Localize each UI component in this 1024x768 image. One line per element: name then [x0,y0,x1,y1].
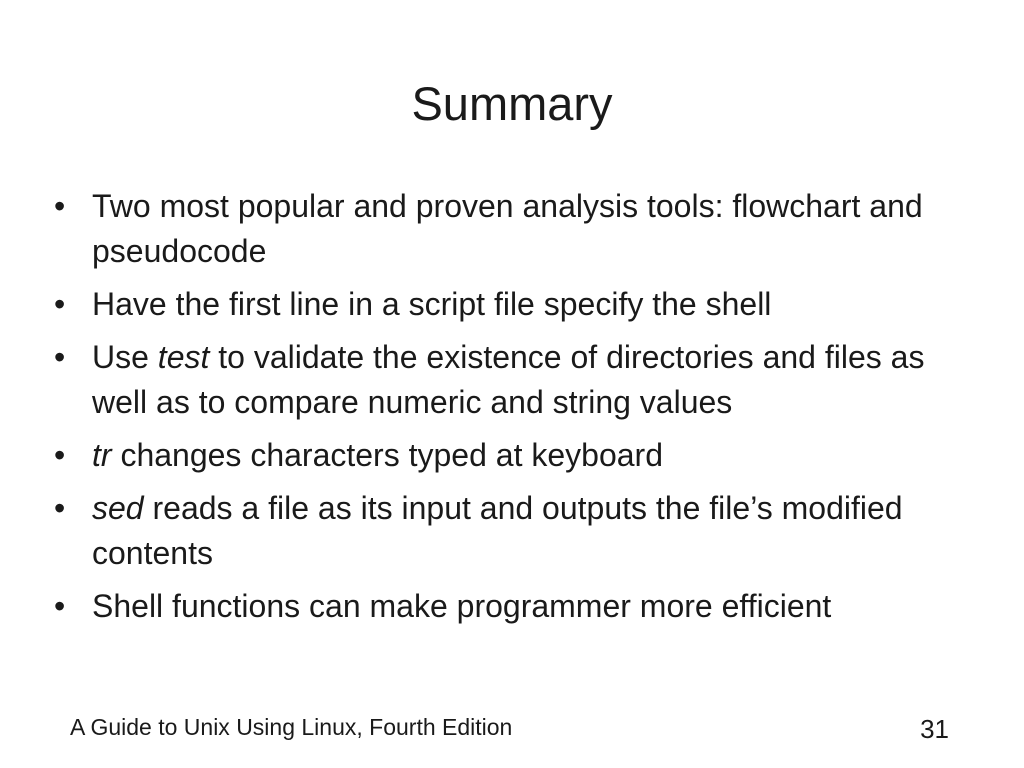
page-number: 31 [920,714,949,744]
command-name: test [157,339,210,375]
bullet-marker: • [54,188,66,224]
bullet-item [52,282,982,327]
bullet-item [52,184,982,274]
bullet-item [52,335,982,425]
bullet-marker: • [54,286,66,322]
footer-book-title: A Guide to Unix Using Linux, Fourth Edition [70,714,513,740]
bullet-marker: • [54,490,66,526]
bullet-item [52,433,982,478]
bullet-item [52,584,982,629]
bullet-text: Have the first line in a script file specify the shell [92,286,772,322]
command-name: sed [92,490,144,526]
bullet-text: Two most popular and proven analysis tools: flowchart and pseudocode [92,188,923,269]
bullet-text: changes characters typed at keyboard [111,437,663,473]
bullet-marker: • [54,588,66,624]
command-name: tr [92,437,112,473]
bullet-item [52,486,982,576]
bullet-marker: • [54,437,66,473]
bullet-text: reads a file as its input and outputs the file’s modified contents [92,490,903,571]
bullet-text: to validate the existence of directories and files as well as to compare numeric and string values [92,339,925,420]
bullet-marker: • [54,339,66,375]
slide-title: Summary [411,77,613,130]
bullet-text: Shell functions can make programmer more efficient [92,588,832,624]
bullet-list [52,184,982,637]
bullet-prefix: Use [92,339,158,375]
